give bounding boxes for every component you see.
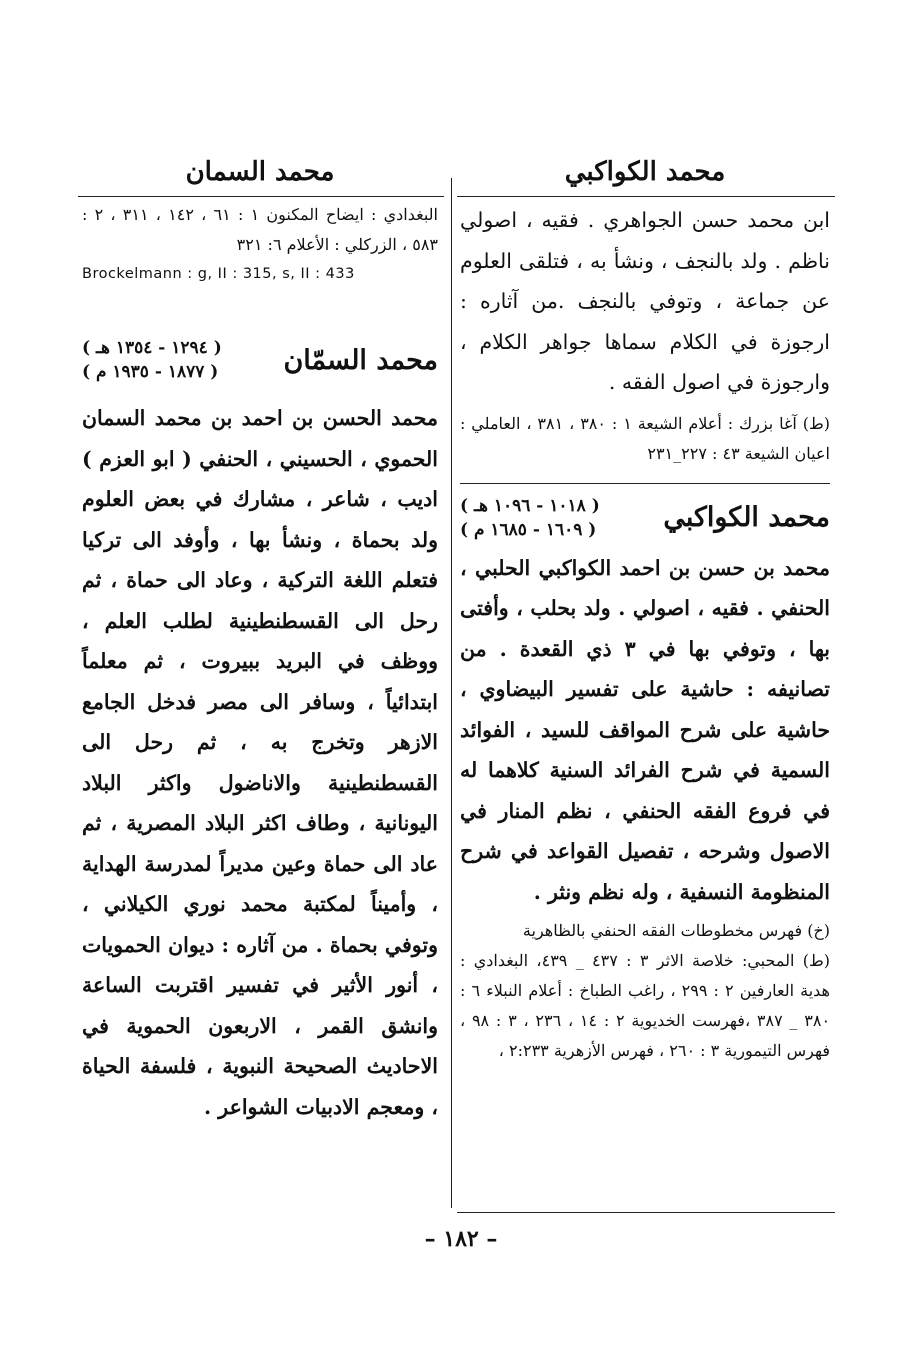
right-continuation-refs: (ط) آغا بزرك : أعلام الشيعة ١ : ٣٨٠ ، ٣٨١ ، العاملي : اعيان الشيعة ٤٣ : ٢٢٧_٢٣١ (460, 413, 830, 463)
right-column (460, 200, 830, 1205)
left-column (82, 200, 438, 1205)
entry-ref-manuscripts: (خ) فهرس مخطوطات الفقه الحنفي بالظاهرية (522, 921, 830, 940)
entry-ref-printed: (ط) المحبي: خلاصة الاثر ٣ : ٤٣٧ _ ٤٣٩، البغدادي : هدية العارفين ٢ : ٢٩٩ ، راغب الطباخ : أعلام النبلاء ٦ : ٣٨٠ _ ٣٨٧ ،فهرست الخديوية ٢ : ١٤ ، ٢٣٦ ، ٣ : ٩٨ ، فهرس التيمورية ٣ : ٢٦٠ ، فهرس الأزهرية ٢:٢٣٣ ، (460, 951, 831, 1060)
dates-hijri: ( ١٢٩٤ - ١٣٥٤ هـ ) (82, 338, 222, 358)
entry-name-kawakibi: محمد الكواكبي (663, 502, 830, 533)
header-rule-left (78, 196, 444, 197)
dates-gregorian: ( ١٦٠٩ - ١٦٨٥ م ) (460, 519, 597, 540)
page-number: – ١٨٢ – (424, 1226, 498, 1252)
entry-dates-samman (82, 336, 222, 384)
entry-heading-kawakibi (460, 494, 830, 542)
entry-heading-samman (82, 336, 438, 384)
footer-rule (457, 1212, 835, 1213)
column-divider (451, 178, 452, 1208)
right-continuation-text: ابن محمد حسن الجواهري . فقيه ، اصولي ناظم . ولد بالنجف ، ونشأ به ، فتلقى العلوم عن جماعة ، وتوفي بالنجف .من آثاره : ارجوزة في الكلام سماها جواهر الكلام ، وارجوزة في اصول الفقه . (460, 208, 830, 394)
header-rule-right (457, 196, 835, 197)
left-continuation-refs: البغدادي : ايضاح المكنون ١ : ٦١ ، ١٤٢ ، ٣١١ ، ٢ : ٥٨٣ ، الزركلي : الأعلام ٦: ٣٢١ (82, 205, 438, 254)
entry-name-samman: محمد السمّان (283, 344, 438, 376)
dates-gregorian: ( ١٨٧٧ - ١٩٣٥ م ) (82, 362, 219, 382)
entry-dates-kawakibi (460, 494, 600, 542)
entry-rule-right (460, 483, 830, 484)
spacer (82, 282, 438, 336)
dates-hijri: ( ١٠١٨ - ١٠٩٦ هـ ) (460, 495, 600, 516)
left-latin-ref: Brockelmann : g, II : 315, s, II : 433 (82, 266, 355, 282)
header-right: محمد الكواكبي (564, 157, 726, 187)
header-left: محمد السمان (185, 157, 335, 187)
entry-text-kawakibi: محمد بن حسن بن احمد الكواكبي الحلبي ، الحنفي . فقيه ، اصولي . ولد بحلب ، وأفتى بها ، وتوفي بها في ٣ ذي القعدة . من تصانيفه : حاشية على تفسير البيضاوي ، حاشية على شرح المواقف للسيد ، الفوائد السمية في شرح الفرائد السنية كلاهما له في فروع الفقه الحنفي ، نظم المنار في الاصول وشرحه ، تفصيل القواعد في شرح المنظومة النسفية ، وله نظم ونثر . (460, 555, 830, 904)
entry-text-samman: محمد الحسن بن احمد بن محمد السمان الحموي ، الحسيني ، الحنفي ( ابو العزم ) اديب ، شاعر ، مشارك في بعض العلوم ولد بحماة ، ونشأ بها ، وأوفد الى تركيا فتعلم اللغة التركية ، وعاد الى حماة ، ثم رحل الى القسطنطينية لطلب العلم ، ووظف في البريد ببيروت ، ثم معلماً ابتدائياً ، وسافر الى مصر فدخل الجامع الازهر وتخرج به ، ثم رحل الى القسطنطينية والاناضول واكثر البلاد اليونانية ، وطاف اكثر البلاد المصرية ، ثم عاد الى حماة وعين مديراً لمدرسة الهداية ، وأميناً لمكتبة محمد نوري الكيلاني ، وتوفي بحماة . من آثاره : ديوان الحمويات ، أنور الأثير في تفسير اقتربت الساعة وانشق القمر ، الاربعون الحموية في الاحاديث الصحيحة النبوية ، فلسفة الحياة ، ومعجم الادبيات الشواعر . (82, 406, 438, 1119)
